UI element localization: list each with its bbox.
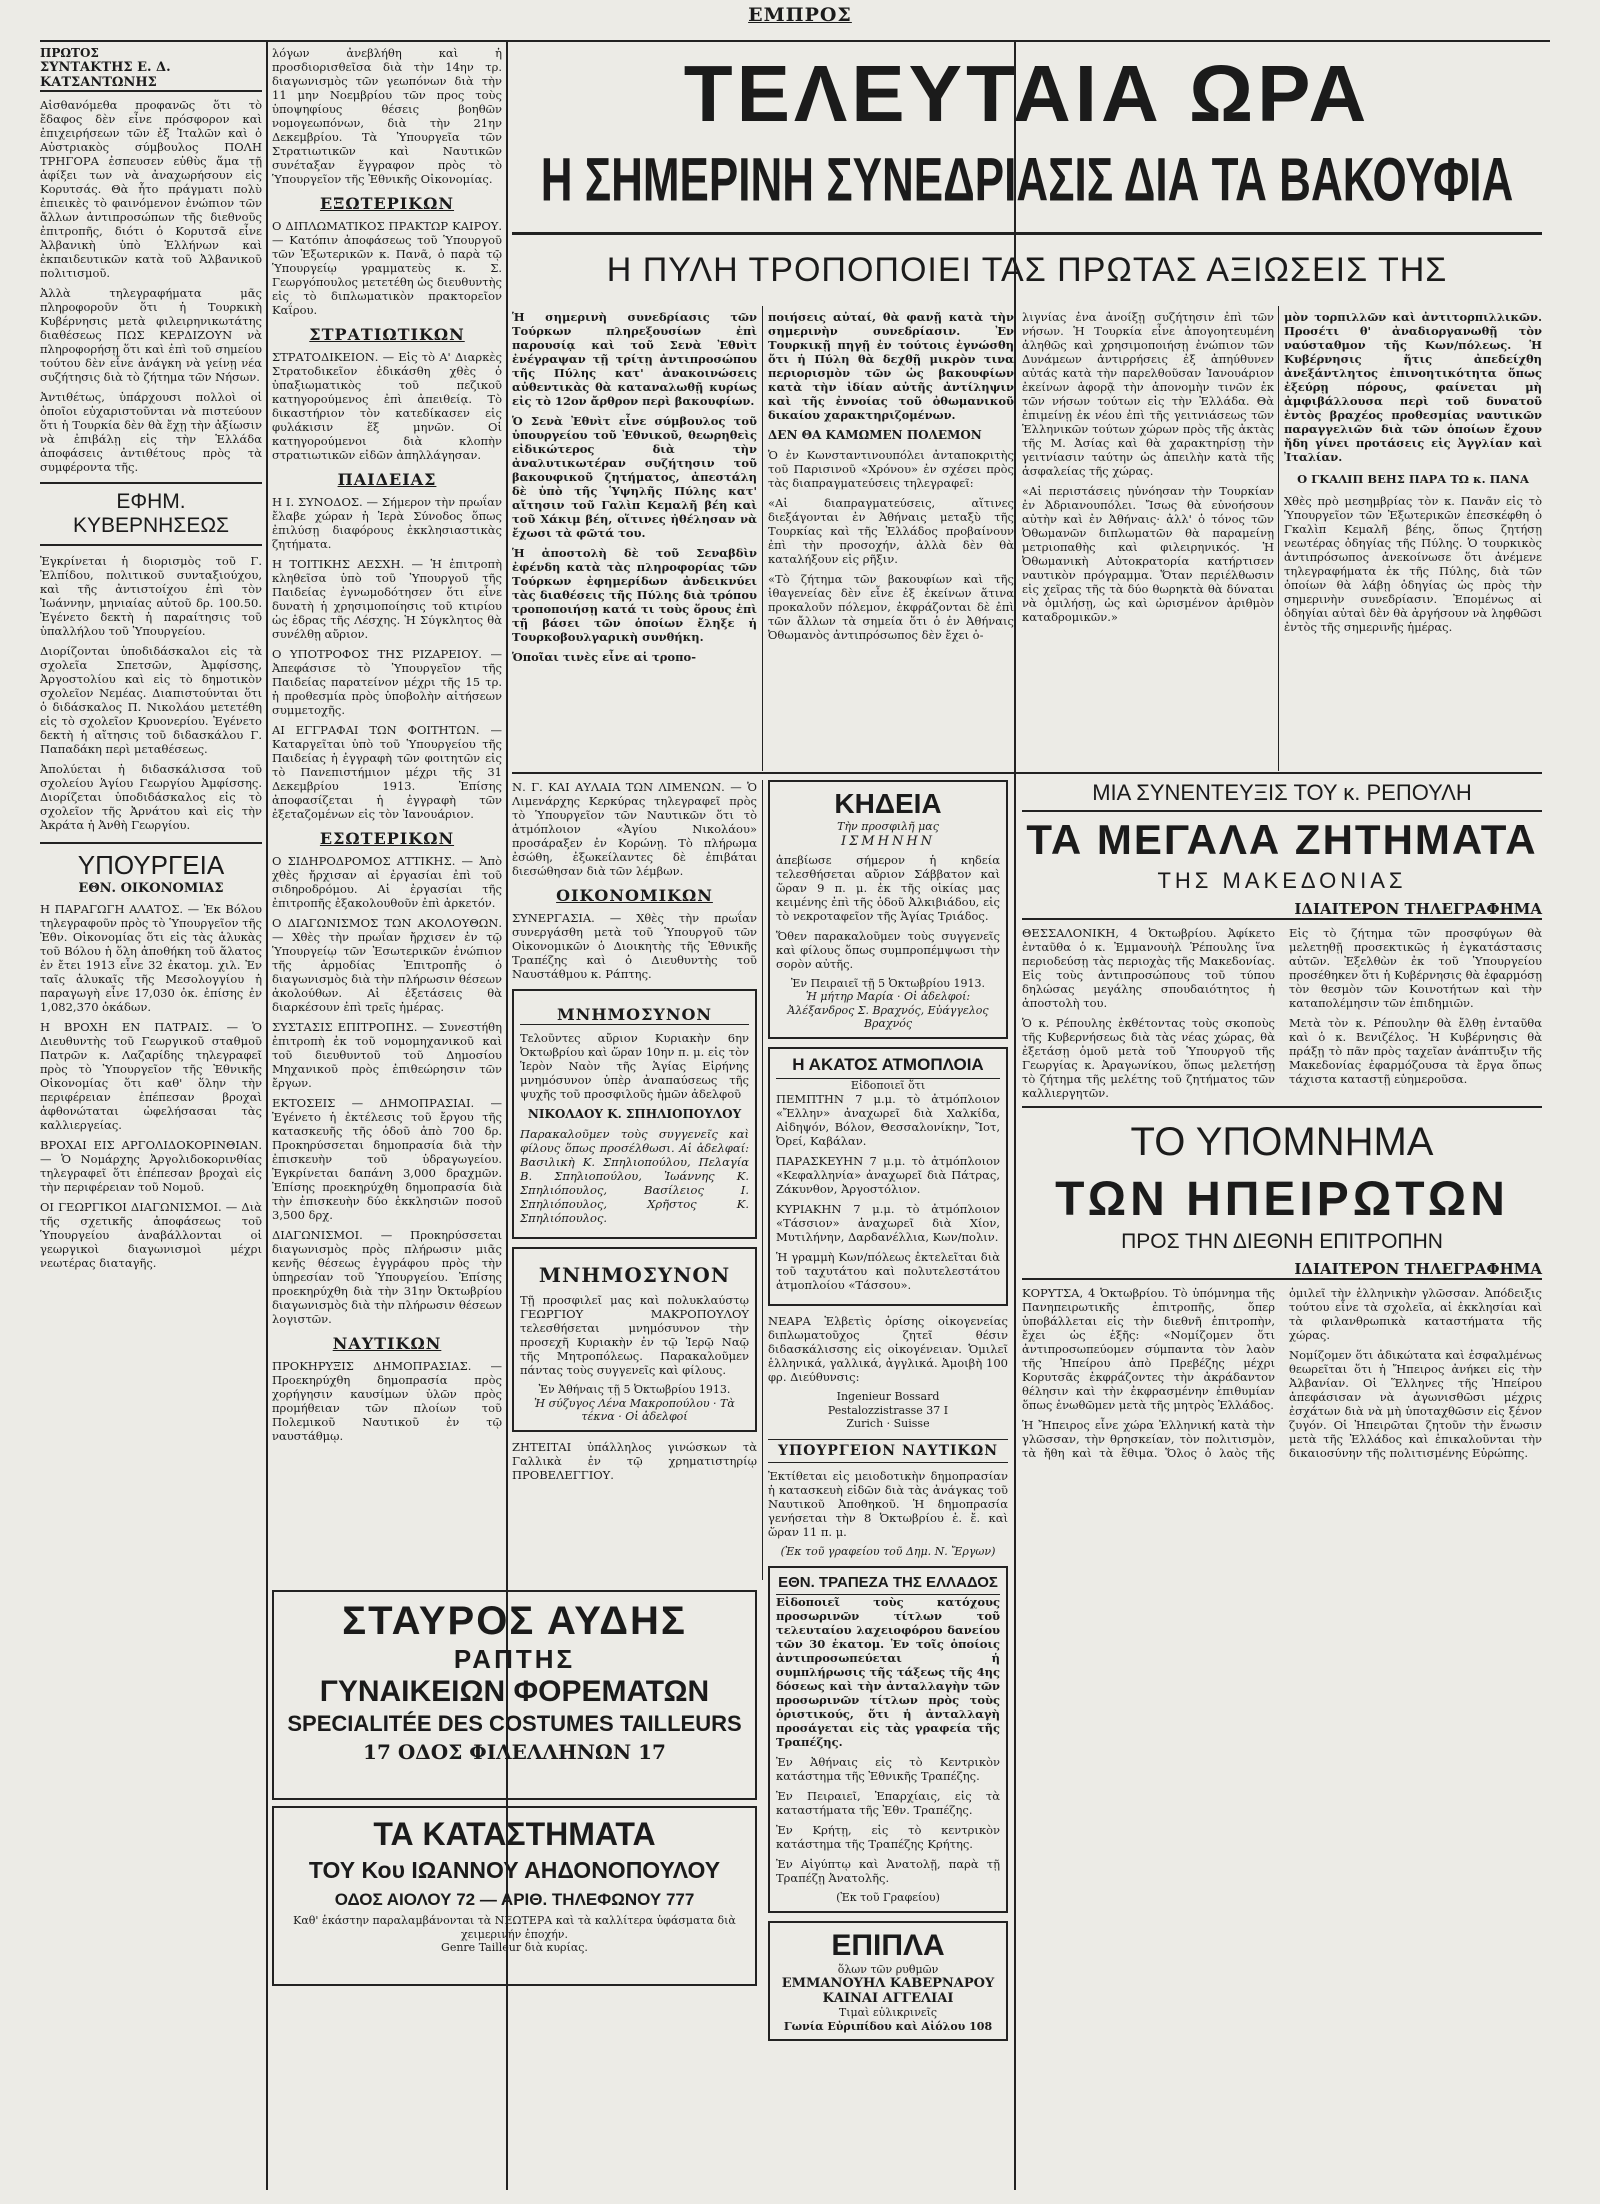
article-paragraph: Ἀλλὰ τηλεγραφήματα μᾶς πληροφοροῦν ὅτι ἡ Τουρκικὴ Κυβέρνησις μετὰ φιλειρηνικωτάτης διαθέσεως ΠΩΣ ΚΕΡΔΙΖΟΥΝ νὰ πληροφορήσῃ ὅτι καὶ ἐπὶ τοῦ σημείου τούτου δὲν εἶνε ἀνάγκη νὰ γείνῃ νέα συζήτησις διὰ τὸ ζήτημα τῶν Νήσων.	[40, 286, 262, 384]
article-paragraph: ΠΡΟΚΗΡΥΞΙΣ ΔΗΜΟΠΡΑΣΙΑΣ. — Προεκηρύχθη δημοπρασία πρὸς χορήγησιν καυσίμων ὑλῶν πρὸς προμήθειαν τῶν πλοίων τοῦ Πολεμικοῦ Ναυτικοῦ ἐν τῷ ναυστάθμῳ.	[272, 1359, 502, 1443]
article-paragraph: Εἰδοποιεῖ τοὺς κατόχους προσωρινῶν τίτλων τοῦ τελευταίου λαχειοφόρου δανείου τῶν 30 ἑκατομ. Ἐν τοῖς ὁποίοις ἀντιπροσωπεύεται ἡ συμπλήρωσις τῆς τάξεως τῆς 4ης δόσεως καὶ τὴν ἀνταλλαγὴν τῶν προσωρινῶν τίτλων πρὸς τοὺς ὁριστικούς, ὅτι ἡ ἀνταλλαγὴ προσάγεται εἰς τὰς γραφεία τῆς Τραπέζης.	[776, 1595, 1000, 1749]
article-paragraph: Μετὰ τὸν κ. Ρέπουλην θὰ ἔλθῃ ἐνταῦθα καὶ ὁ κ. Βενιζέλος. Ἡ Κυβέρνησις θὰ πράξῃ τὸ πᾶν πρὸς ταχεῖαν ἀνάπτυξιν τῆς Μακεδονίας ἐφαρμόζουσα τὰ ἔργα ὅπως τάχιστα καταστῇ εὐημεροῦσα.	[1289, 1016, 1542, 1086]
section-heading: ΔΕΝ ΘΑ ΚΑΜΩΜΕΝ ΠΟΛΕΜΟΝ	[768, 428, 982, 442]
col-3	[512, 310, 757, 770]
article-paragraph: ΝΕΑΡΑ Ἑλβετὶς ὁρίσης οἰκογενείας διπλωματοῦχος ζητεῖ θέσιν διδασκάλισσης εἰς οἰκογένειαν. Ὁμιλεῖ ἑλληνικά, γαλλικά, ἀγγλικά. Ἀμοιβὴ 100 φρ. Διεύθυνσις:	[768, 1314, 1008, 1384]
article-paragraph: Ἐκτίθεται εἰς μειοδοτικὴν δημοπρασίαν ἡ κατασκευὴ εἰδῶν διὰ τὰς ἀνάγκας τοῦ Ναυτικοῦ Ἀποθηκοῦ. Ἡ δημοπρασία γενήσεται τὴν 8 Ὀκτωβρίου ἐ. ἔ. καὶ ὥραν 11 π. μ.	[768, 1468, 1008, 1539]
section-heading: ΟΙΚΟΝΟΜΙΚΩΝ	[556, 886, 713, 905]
funeral-date: Ἐν Πειραιεῖ τῇ 5 Ὀκτωβρίου 1913.	[791, 976, 985, 990]
section-heading: ΥΠΟΥΡΓΕΙΑ	[40, 842, 262, 881]
article-paragraph: Τῇ προσφιλεῖ μας καὶ πολυκλαύστῳ ΓΕΩΡΓΙΟΥ ΜΑΚΡΟΠΟΥΛΟΥ τελεσθήσεται μνημόσυνον τὴν προσεχῆ Κυριακὴν ἐν τῷ Ἱερῷ Ναῷ τῆς Μητροπόλεως. Παρακαλοῦμεν πάντας τοὺς συγγενεῖς καὶ φίλους.	[520, 1293, 749, 1377]
banner-title: ΤΕΛΕΥΤΑΙΑ ΩΡΑ	[683, 49, 1371, 138]
column-1	[40, 46, 262, 2186]
article-paragraph: ΕΚΤΟΣΕΙΣ — ΔΗΜΟΠΡΑΣΙΑΙ. — Ἐγένετο ἡ ἐκτέλεσις τοῦ ἔργου τῆς κατασκευῆς τῆς ὁδοῦ ἀπὸ 700 δρ. Προκηρύσσεται δημοπρασία διὰ τὴν ἐπισκευὴν τοῦ ὑδραγωγείου. Ἐγκρίνεται δαπάνη 3,000 δραχμῶν. Ἐπίσης προεκηρύχθη δημοπρασία διὰ τὴν ἐπισκευὴν δύο ἐκκλησιῶν ποσοῦ 3,500 δρχ.	[272, 1096, 502, 1222]
person-name: ΝΙΚΟΛΑΟΥ Κ. ΣΠΗΛΙΟΠΟΥΛΟΥ	[527, 1107, 742, 1121]
article-paragraph: Τελοῦντες αὔριον Κυριακὴν 6ην Ὀκτωβρίου καὶ ὥραν 10ην π. μ. εἰς τὸν Ἱερὸν Ναὸν τῆς Ἁγίας Εἰρήνης μνημόσυνον ὑπὲρ ἀναπαύσεως τῆς ψυχῆς τοῦ προσφιλοῦς ἡμῶν ἀδελφοῦ	[520, 1031, 749, 1101]
shop-ad	[272, 1806, 757, 1986]
section-heading: ΕΞΩΤΕΡΙΚΩΝ	[319, 194, 455, 213]
article-paragraph: Ο ΣΙΔΗΡΟΔΡΟΜΟΣ ΑΤΤΙΚΗΣ. — Ἀπὸ χθὲς ἤρχισαν αἱ ἐργασίαι ἐπὶ τοῦ σιδηροδρόμου. Αἱ ἐργασίαι τῆς ἐπιτροπῆς ἐξακολουθοῦν ἐπὶ ἀρκετόν.	[272, 854, 502, 910]
lower-mid-column	[512, 780, 757, 1580]
tailor-line: SPECIALITÉE DES COSTUMES TAILLEURS	[287, 1711, 742, 1736]
article-paragraph: Η Ι. ΣΥΝΟΔΟΣ. — Σήμερον τὴν πρωΐαν ἔλαβε χώραν ἡ Ἱερὰ Σύνοδος ὅπως ἐπιλύσῃ διαφόρους ἐκκλησιαστικὰς ζητήματα.	[272, 495, 502, 551]
article-subtitle: ΠΡΟΣ ΤΗΝ ΔΙΕΘΝΗ ΕΠΙΤΡΟΠΗΝ	[1121, 1230, 1443, 1253]
article-paragraph: Η ΒΡΟΧΗ ΕΝ ΠΑΤΡΑΙΣ. — Ὁ Διευθυντὴς τοῦ Γεωργικοῦ σταθμοῦ Πατρῶν κ. Λαζαρίδης τηλεγραφεῖ πρὸς τὸ Ὑπουργεῖον τῆς Ἐθνικῆς Οἰκονομίας ὅτι καθ' ὅλην τὴν περιφέρειαν ἐπέπεσαν βροχαὶ ἀφθονώταται ὠφελήσασαι τὰς καλλιεργείας.	[40, 1020, 262, 1132]
section-heading: ΜΝΗΜΟΣΥΝΟΝ	[520, 1005, 749, 1025]
tailor-name: ΣΤΑΥΡΟΣ ΑΥΔΗΣ	[342, 1599, 687, 1643]
article-paragraph: Ὁ κ. Ρέπουλης ἐκθέτοντας τοὺς σκοποὺς τῆς Κυβερνήσεως διὰ τὰς νέας χώρας, θὰ ἐξετάσῃ ὁμοῦ μετὰ τοῦ Ὑπουργοῦ τῆς Γεωργίας κ. Ἀραγωνίκου, ὅπως μελετήσῃ τὸ ζήτημα τῆς μελέτης τοῦ ζητήματος τῶν καλλιεργητῶν.	[1022, 1016, 1275, 1100]
article-paragraph: Διορίζονται ὑποδιδάσκαλοι εἰς τὰ σχολεῖα Σπετσῶν, Ἀμφίσσης, Ἀργοστολίου καὶ εἰς τὸ δημοτικὸν σχολεῖον Νεμέας. Διαπιστούνται ὅτι ὁ διδάσκαλος Π. Νικολάου μετετέθη εἰς τὸ σχολεῖον Κρυονερίου. Ἐγένετο δεκτὴ ἡ αἴτησις τοῦ διδασκάλου Γ. Παπαδάκη περὶ μεταθέσεως.	[40, 644, 262, 756]
article-paragraph: Ν. Γ. ΚΑΙ ΑΥΛΑΙΑ ΤΩΝ ΛΙΜΕΝΩΝ. — Ὁ Λιμενάρχης Κερκύρας τηλεγραφεῖ πρὸς τὸ Ὑπουργεῖον τῶν Ναυτικῶν ὅτι τὸ ἀτμόπλοιον «Ἀγίου Νικολάου» προσάραξεν ἐν Κορώνῃ. Τὸ πλήρωμα ἐσώθη, ἐξωκείλαντες δὲ ἐπιβάται διεσώθησαν διὰ τῶν λέμβων.	[512, 780, 757, 878]
kicker: ΠΡΩΤΟΣ	[40, 46, 99, 60]
section-heading: ΥΠΟΥΡΓΕΙΟΝ ΝΑΥΤΙΚΩΝ	[768, 1439, 1008, 1463]
article-paragraph: ΠΕΜΠΤΗΝ 7 μ.μ. τὸ ἀτμόπλοιον «Ἔλλην» ἀναχωρεῖ διὰ Χαλκίδα, Αἰδηψόν, Βόλον, Θεσσαλονίκην, Ἴοτ, Ὀρεί, Καβάλαν.	[776, 1092, 1000, 1148]
article-paragraph: Ἡ σημερινὴ συνεδρίασις τῶν Τούρκων πληρεξουσίων ἐπὶ παρουσίᾳ καὶ τοῦ Σενὰ Ἐθνὶτ ἐνέγραψαν τῇ τρίτῃ ἀντιπροσώπου τῆς Πύλης κατ' ἀνακοινώσεις αὐθεντικὰς θὰ καταναλωθῇ κυρίως εἰς τὸ 12ον ἄρθρον περὶ βακουφίων.	[512, 310, 757, 408]
banner-headline: Η ΣΗΜΕΡΙΝΗ ΣΥΝΕΔΡΙΑΣΙΣ ΔΙΑ ΤΑ ΒΑΚΟΥΦΙΑ	[540, 146, 1514, 215]
signature-date: Ἐν Ἀθήναις τῇ 5 Ὀκτωβρίου 1913.	[538, 1383, 731, 1396]
shop-address: ΟΔΟΣ ΑΙΟΛΟΥ 72 — ΑΡΙΘ. ΤΗΛΕΦΩΝΟΥ 777	[334, 1890, 695, 1909]
tailor-trade: ΡΑΠΤΗΣ	[453, 1644, 576, 1674]
article-paragraph: Η ΤΟΙΤΙΚΗΣ ΑΕΣΧΗ. — Ἡ ἐπιτροπὴ κληθεῖσα ὑπὸ τοῦ Ὑπουργοῦ τῆς Παιδείας ἐγνωμοδότησεν ὅτι εἶνε δυνατὴ ἡ χρησιμοποίησις τοῦ κτιρίου ὡς ἑδρας τῆς Λέσχης. Ἡ Σύγκλητος θὰ συνέλθῃ αὔριον.	[272, 557, 502, 641]
telegram-tag: ΙΔΙΑΙΤΕΡΟΝ ΤΗΛΕΓΡΑΦΗΜΑ	[1022, 1260, 1542, 1280]
article-paragraph: Παρακαλοῦμεν τοὺς συγγενεῖς καὶ φίλους ὅπως προσέλθωσι. Αἱ ἀδελφαί: Βασιλικὴ Κ. Σπηλιοπούλου, Πελαγία Β. Σπηλιοπούλου, Ἰωάννης Κ. Σπηλιόπουλος, Βασίλειος Ι. Σπηλιόπουλος, Χρῆστος Κ. Σπηλιόπουλος.	[520, 1127, 749, 1225]
article-paragraph: Ὅθεν παρακαλοῦμεν τοὺς συγγενεῖς καὶ φίλους ὅπως συμπροπέμψωσι τὴν σορὸν αὐτῆς.	[776, 928, 1000, 971]
article-paragraph: ποιήσεις αὐταί, θὰ φανῇ κατὰ τὴν σημερινὴν συνεδρίασιν. Ἐν Τουρκικῇ πηγῇ ἐν τούτοις ἐγνώσθη ὅτι ἡ Πύλη θὰ δεχθῇ μικρὸν τινα περιορισμὸν τῶν ὡς βακουφίων κατὰ τὴν ἰδίαν αὐτῆς ἀντίληψιν καὶ τῆς ἐννοίας τοῦ ὀθωμανικοῦ δικαίου χαρακτηριζομένων.	[768, 310, 1014, 422]
section-heading: ΕΣΩΤΕΡΙΚΩΝ	[319, 829, 455, 848]
article-paragraph: ἀπεβίωσε σήμερον ἡ κηδεία τελεσθήσεται αὔριον Σάββατον καὶ ὥραν 9 π. μ. ἐκ τῆς οἰκίας μας κειμένης ἐπὶ τῆς ὁδοῦ Ἀλκιβιάδου, εἰς τὸ νεκροταφεῖον τῆς Ἁγίας Τριάδος.	[776, 852, 1000, 923]
shipping-title: Η ΑΚΑΤΟΣ ΑΤΜΟΠΛΟΙΑ	[776, 1055, 1000, 1079]
shipping-sub: Εἰδοποιεῖ ὅτι	[850, 1078, 926, 1092]
article-title: ΤΑ ΜΕΓΑΛΑ ΖΗΤΗΜΑΤΑ	[1026, 816, 1538, 863]
masthead: ΕΜΠΡΟΣ	[748, 4, 852, 26]
notices-column	[768, 780, 1008, 2180]
article-paragraph: Ἡ γραμμὴ Κων/πόλεως ἐκτελεῖται διὰ τοῦ ταχυτάτου καὶ πολυτελεστάτου ἀτμοπλοίου «Τάσσου».	[776, 1250, 1000, 1292]
section-subheading: ΕΘΝ. ΟΙΚΟΝΟΜΙΑΣ	[78, 881, 224, 896]
article-paragraph: Ἐν Κρήτῃ, εἰς τὸ κεντρικὸν κατάστημα τῆς Τραπέζης Κρήτης.	[776, 1823, 1000, 1851]
furniture-line: ΚΑΙΝΑΙ ΑΓΓΕΛΙΑΙ	[822, 1991, 954, 2006]
article-paragraph: Ἀντιθέτως, ὑπάρχουσι πολλοὶ οἱ ὁποῖοι εὐχαριστοῦνται νὰ πιστεύουν ὅτι ἡ Τουρκία δὲν θὰ ἔχῃ τὴν ἀξίωσιν νὰ ἐπιβάλῃ εἰς τὴν Ἑλλάδα ἀποφάσεις ἀντιθέτους πρὸς τὰ συμφέροντα τῆς.	[40, 390, 262, 474]
kicker: ΜΙΑ ΣΥΝΕΝΤΕΥΞΙΣ ΤΟΥ κ. ΡΕΠΟΥΛΗ	[1022, 780, 1542, 812]
article-paragraph: μὸν τορπιλλῶν καὶ ἀντιτορπιλλικῶν. Προσέτι θ' ἀναδιοργανωθῇ τὸν ναύσταθμον τῆς Κων/πόλεως. Ἡ Κυβέρνησις ἥτις ἀπεδείχθη ἀνεξάντλητος ἐπινοητικότητα ὅπως ἐξεύρῃ πόρους, φαίνεται μὴ ἀμφιβάλλουσα περὶ τοῦ δυνατοῦ ἐντὸς βραχέος προθεσμίας ναυτικῶν παραγγελιῶν διὰ τῶν ὁποίων ἔχουν ἤδη γίνει προτάσεις εἰς Ἀγγλίαν καὶ Ἰταλίαν.	[1284, 310, 1542, 464]
telegram-tag: ΙΔΙΑΙΤΕΡΟΝ ΤΗΛΕΓΡΑΦΗΜΑ	[1022, 900, 1542, 920]
article-paragraph: Χθὲς πρὸ μεσημβρίας τὸν κ. Πανᾶν εἰς τὸ Ὑπουργεῖον τῶν Ἐξωτερικῶν ἐπεσκέφθη ὁ Γκαλὶπ Κεμαλῆ βέης, ὅπως ζητήσῃ νεωτέρας ὁδηγίας τῆς Πύλης. Ὁ τουρκικὸς ἀντιπρόσωπος ἀνεκοίνωσε ὅτι ἀνέμενε τηλεγραφήματα ἐκ τῆς Πύλης, διὰ τῶν ὁποίων θὰ λάβῃ ὁδηγίας ὡς πρὸς τὴν σημερινὴν συνεδρίασιν. Ἐπομένως αἱ ὁδηγίαι αὐταὶ δὲν θὰ ἀργήσουν νὰ ληφθῶσι ἐντὸς τῆς σημερινῆς ἡμέρας.	[1284, 494, 1542, 634]
banner-subheadline: Η ΠΥΛΗ ΤΡΟΠΟΠΟΙΕΙ ΤΑΣ ΠΡΩΤΑΣ ΑΞΙΩΣΕΙΣ ΤΗΣ	[606, 251, 1448, 289]
article-paragraph: Ἐγκρίνεται ἡ διορισμὸς τοῦ Γ. Ἐλπίδου, πολιτικοῦ συνταξιούχου, καὶ τῆς ἀντιστοίχου ἐπὶ τὸν Ἰωάννην, μηνιαίας αὐτοῦ δρ. 100.50. Ἐγένετο δεκτὴ ἡ παραίτησις τοῦ ὑπαλλήλου τοῦ Ὑπουργείου.	[40, 554, 262, 638]
funeral-signatures: Ἡ μήτηρ Μαρία · Οἱ ἀδελφοί: Ἀλέξανδρος Σ. Βραχνός, Εὐάγγελος Βραχνός	[787, 990, 989, 1030]
tailor-address: 17 ΟΔΟΣ ΦΙΛΕΛΛΗΝΩΝ 17	[363, 1740, 666, 1764]
article-title: ΤΩΝ ΗΠΕΙΡΩΤΩΝ	[1055, 1173, 1509, 1226]
article-paragraph: Ἀπολύεται ἡ διδασκάλισσα τοῦ σχολείου Ἁγίου Γεωργίου Ἀμφίσσης. Διορίζεται ὑποδιδάσκαλος εἰς τὸ σχολεῖον τῆς Ἀρνάτου καὶ εἰς τὴν Ἀκράτα ἡ Ἀνθὴ Γεωργίου.	[40, 762, 262, 832]
signature: (Ἐκ τοῦ γραφείου τοῦ Δημ. Ν. Ἔργων)	[780, 1544, 996, 1558]
section-heading: ΕΦΗΜ. ΚΥΒΕΡΝΗΣΕΩΣ	[40, 482, 262, 546]
furniture-ad-title: ΕΠΙΠΛΑ	[831, 1928, 945, 1962]
furniture-line: Τιμαὶ εὐλικρινεῖς	[838, 2006, 938, 2019]
article-paragraph: Ὁποῖαι τινὲς εἶνε αἱ τροπο-	[512, 650, 696, 664]
article-paragraph: Ἡ Ἤπειρος εἶνε χώρα Ἑλληνική κατὰ τὴν γλῶσσαν, τὴν θρησκείαν, τὸν πολιτισμὸν, τὰ ἤθη καὶ τὰ ἔθιμα. Ὅλος ὁ λαὸς τῆς ὁμιλεῖ τὴν ἑλληνικὴν γλῶσσαν. Ἀπόδειξις τούτου εἶνε τὰ σχολεῖα, αἱ ἐκκλησίαι καὶ τὰ φιλανθρωπικὰ καταστήματα τῆς χώρας.	[1022, 1286, 1542, 1460]
address-line: Ingenieur Bossard	[836, 1390, 940, 1403]
article-paragraph: Ἐν Πειραιεῖ, Ἐπαρχίαις, εἰς τὰ καταστήματα τῆς Ἐθν. Τραπέζης.	[776, 1789, 1000, 1817]
article-paragraph: ΚΟΡΥΤΣΑ, 4 Ὀκτωβρίου. Τὸ ὑπόμνημα τῆς Πανηπειρωτικῆς ἐπιτροπῆς, ὅπερ ὑποβάλλεται εἰς τὴν διεθνῆ ἐπιτροπὴν, ἔχει ὡς ἑξῆς: «Νομίζομεν ὅτι ἀντιπροσωπεύομεν σύμπαντα τὸν λαὸν τῆς Ἠπείρου ἀπὸ Πρεβέζης μέχρι Κορυτσᾶς ἐκφράζοντες τὴν ἀκράδαντον θέλησιν καὶ τὴν ἐκφρασμένην ἐπιθυμίαν ὅπως ἑνωθῶμεν μετὰ τῆς μητρὸς Ἑλλάδος.	[1022, 1286, 1275, 1412]
article-paragraph: ΚΥΡΙΑΚΗΝ 7 μ.μ. τὸ ἀτμόπλοιον «Τάσσιον» ἀναχωρεῖ διὰ Χίον, Μυτιλήνην, Δαρδανέλλια, Κων/πολιν.	[776, 1202, 1000, 1244]
furniture-address: Γωνία Εὐριπίδου καὶ Αἰόλου 108	[783, 2019, 993, 2033]
article-paragraph: Ο ΔΙΠΛΩΜΑΤΙΚΟΣ ΠΡΑΚΤΩΡ ΚΑΙΡΟΥ. — Κατόπιν ἀποφάσεως τοῦ Ὑπουργοῦ τῶν Ἐξωτερικῶν κ. Πανᾶ, ὁ παρὰ τῷ Ὑπουργείῳ γραμματεὺς κ. Σ. Γεωργόπουλος μετετέθη ὡς διευθυντὴς εἰς τὸ διπλωματικὸν πρακτορεῖον Καΐρου.	[272, 219, 502, 317]
article-paragraph: ΘΕΣΣΑΛΟΝΙΚΗ, 4 Ὀκτωβρίου. Ἀφίκετο ἐνταῦθα ὁ κ. Ἐμμανουὴλ Ῥέπουλης ἵνα περιοδεύσῃ τὰς περιοχὰς τῆς Μακεδονίας. Εἰς τοὺς ἀντιπροσώπους τοῦ τύπου δηλώσας μεγάλης σπουδαιότητος ἡ ἀποστολὴ του.	[1022, 926, 1275, 1010]
article-paragraph: λιγνίας ἐνα ἀνοίξῃ συζήτησιν ἐπὶ τῶν νήσων. Ἡ Τουρκία εἶνε ἀπογοητευμένη ἀληθῶς καὶ χρησιμοποιήσῃ ἐνώπιον τῶν Δυνάμεων ἀντιρρήσεις ἐξ ἀπηύθυνεν αὐτάς κατὰ τὴν παρελθοῦσαν Ἰανουάριον ἐκείνων ἀφορᾷ τὴν ἀπονομὴν τινῶν ἐκ τῶν νήσων τούτων εἰς τὴν Ἑλλάδα. Θὰ ἐπιμείνῃ ἐκ νέου ἐπὶ τῆς γειτνιάσεως τῶν Ἑλληνικῶν τούτων χώρων πρὸς τῆς ἀκτὰς τῆς Μ. Ἀσίας καὶ θὰ χαρακτηρίσῃ τὴν γειτνίασιν ταύτην ὡς ἀπειλὴν κατὰ τῆς ἀσφαλείας τῆς χώρας.	[1022, 310, 1274, 478]
article-paragraph: Ο ΔΙΑΓΩΝΙΣΜΟΣ ΤΩΝ ΑΚΟΛΟΥΘΩΝ. — Χθὲς τὴν πρωΐαν ἤρχισεν ἐν τῷ Ὑπουργείῳ τῶν Ἐσωτερικῶν ἐνώπιον τῆς ἀρμοδίας Ἐπιτροπῆς ὁ διαγωνισμὸς διὰ τὴν πλήρωσιν θέσεων ἀκολούθων. Αἱ ἐξετάσεις θὰ διαρκέσουν ἐπὶ τρεῖς ἡμέρας.	[272, 916, 502, 1014]
shop-line: Καθ' ἑκάστην παραλαμβάνονται τὰ ΝΕΩΤΕΡΑ καὶ τὰ καλλίτερα ὑφάσματα διὰ χειμερινήν ἐποχήν.	[293, 1914, 736, 1941]
article-title: ΤΗΣ ΜΑΚΕΔΟΝΙΑΣ	[1157, 868, 1407, 893]
article-paragraph: Ο ΥΠΟΤΡΟΦΟΣ ΤΗΣ ΡΙΖΑΡΕΙΟΥ. — Ἀπεφάσισε τὸ Ὑπουργεῖον τῆς Παιδείας παρατείνον μέχρι τῆς 15 τρ. ἡ προθεσμία πρὸς ὑποβολὴν αἰτήσεων συμμετοχῆς.	[272, 647, 502, 717]
shop-owner: ΤΟΥ Κου ΙΩΑΝΝΟΥ ΑΗΔΟΝΟΠΟΥΛΟΥ	[308, 1857, 721, 1883]
col-4	[768, 310, 1014, 770]
section-heading: ΠΑΙΔΕΙΑΣ	[337, 470, 437, 489]
tailor-ad	[272, 1590, 757, 1800]
article-paragraph: ΠΑΡΑΣΚΕΥΗΝ 7 μ.μ. τὸ ἀτμόπλοιον «Κεφαλληνία» ἀναχωρεῖ διὰ Πάτρας, Ζάκυνθον, Ἀργοστόλιον.	[776, 1154, 1000, 1196]
signatures: Ἡ σύζυγος Λένα Μακροπούλου · Τὰ τέκνα · Οἱ ἀδελφοί	[534, 1396, 735, 1423]
section-heading: Ο ΓΚΑΛΙΠ ΒΕΗΣ ΠΑΡΑ ΤΩ κ. ΠΑΝΑ	[1297, 472, 1529, 486]
article-paragraph: Ἡ ἀποστολὴ δὲ τοῦ Σεναβδὶν ἐφένδη κατὰ τὰς πληροφορίας τῶν Τούρκων ἐφημερίδων ἀνδεικνύει τὰς διαθέσεις τῆς Πύλης διὰ τρόπου τροποποιήσῃ κατά τι τοὺς ὅρους ἐπὶ τῇ βάσει τῶν ὁποίων ἔληξε ἡ Τουρκοβουλγαρικὴ συνθήκη.	[512, 546, 757, 644]
furniture-line: ὅλων τῶν ρυθμῶν	[837, 1962, 939, 1976]
article-paragraph: ΣΥΝΕΡΓΑΣΙΑ. — Χθὲς τὴν πρωΐαν συνεργάσθη μετὰ τοῦ Ὑπουργοῦ τῶν Οἰκονομικῶν ὁ Διοικητὴς τῆς Ἐθνικῆς Τραπέζης καὶ ὁ Διευθυντὴς τοῦ Ναυστάθμου κ. Ράπτης.	[512, 911, 757, 981]
article-paragraph: Η ΠΑΡΑΓΩΓΗ ΑΛΑΤΟΣ. — Ἐκ Βόλου τηλεγραφοῦν πρὸς τὸ Ὑπουργεῖον τῆς Ἐθν. Οἰκονομίας ὅτι εἰς τὰς ἁλυκὰς τοῦ Βόλου ἡ ὅλη ἀποθήκη τοῦ ἅλατος ἐν ἔτει 1913 εἶνε 32 ἐκατομ. χιλ. Ἐν ταῖς ἁλυκαῖς τῆς Μεσολογγίου ἡ παραγωγὴ εἶνε 17,030 ὀκ. ἐπίσης ἐν 1,082,370 ὀκάδων.	[40, 902, 262, 1014]
furniture-owner: ΕΜΜΑΝΟΥΗΛ ΚΑΒΕΡΝΑΡΟΥ	[781, 1976, 995, 1991]
funeral-line: Τὴν προσφιλῆ μας	[837, 820, 939, 833]
article-paragraph: Ἐν Ἀθήναις εἰς τὸ Κεντρικὸν κατάστημα τῆς Ἐθνικῆς Τραπέζης.	[776, 1755, 1000, 1783]
article-paragraph: λόγων ἀνεβλήθη καὶ ἡ προσδιορισθεῖσα διὰ τὴν 14ην τρ. διαγωνισμὸς τῶν γεωπόνων διὰ τὴν 11 μην Νοεμβρίου τῶν προς τοὺς ὑποψηφίους θέσεις βοηθῶν νομογεωπόνων, διὰ τὴν 21ην Δεκεμβρίου. Τὰ Ὑπουργεῖα τῶν Στρατιωτικῶν καὶ Ναυτικῶν συνέταξαν ἔγγραφον πρὸς τὸ Ὑπουργεῖον τῆς Ἐθνικῆς Οἰκονομίας.	[272, 46, 502, 186]
article-paragraph: Ὁ ἐν Κωνσταντινουπόλει ἀνταποκριτὴς τοῦ Παρισινοῦ «Χρόνου» ἐν σχέσει πρὸς τὰς διαπραγματεύσεις τηλεγραφεῖ:	[768, 448, 1014, 490]
address-line: Zurich · Suisse	[846, 1417, 930, 1430]
column-2	[272, 46, 502, 1443]
funeral-name: ΙΣΜΗΝΗΝ	[840, 833, 936, 849]
article-paragraph: «Τὸ ζήτημα τῶν βακουφίων καὶ τῆς ἰθαγενείας δὲν εἶνε ἐξ ἐκείνων ἅτινα προκαλοῦν πόλεμον, ἐκφράζονται δὲ ἐπὶ τῶν ἄλλων τὰ σημεία ὅτι ὁ ἐν Ἀθήναις Ὀθωμανὸς ἀντιπρόσωπος δὲν ἔχει ὁ-	[768, 572, 1014, 642]
bank-title: ΕΘΝ. ΤΡΑΠΕΖΑ ΤΗΣ ΕΛΛΑΔΟΣ	[776, 1574, 1000, 1595]
article-paragraph: Ἐν Αἰγύπτῳ καὶ Ἀνατολῇ, παρὰ τῇ Τραπέζῃ Ἀνατολῆς.	[776, 1857, 1000, 1885]
section-heading: ΣΤΡΑΤΙΩΤΙΚΩΝ	[309, 325, 465, 344]
shop-line: Genre Tailleur διὰ κυρίας.	[441, 1941, 588, 1954]
col-5	[1022, 310, 1274, 770]
section-heading: ΝΑΥΤΙΚΩΝ	[332, 1334, 442, 1353]
article-paragraph: ΣΤΡΑΤΟΔΙΚΕΙΟΝ. — Εἰς τὸ Α' Διαρκὲς Στρατοδικεῖον ἐδικάσθη χθὲς ὁ ὑπαξιωματικὸς τοῦ πεζικοῦ κατηγορούμενος ἐπὶ ἀπειθείᾳ. Τὸ δικαστήριον τὸν κατεδίκασεν εἰς φυλάκισιν ἕξ μηνῶν. Οἱ κατηγορούμενοι διὰ κλοπὴν στρατιωτικῶν εἰδῶν ἀπηλλάγησαν.	[272, 350, 502, 462]
article-paragraph: ΔΙΑΓΩΝΙΣΜΟΙ. — Προκηρύσσεται διαγωνισμὸς πρὸς πλήρωσιν μιᾶς κενῆς θέσεως ἐγγράφου πρὸς τὴν ὑπηρεσίαν τοῦ Ὑπουργείου. Ἐπίσης προεκηρύχθη διὰ τὴν 31ην Ὀκτωβρίου διαγωνισμὸς διὰ τὴν πλήρωσιν θέσεων λογιστῶν.	[272, 1228, 502, 1326]
right-column	[1022, 780, 1542, 2180]
byline: ΣΥΝΤΑΚΤΗΣ Ε. Δ. ΚΑΤΣΑΝΤΩΝΗΣ	[40, 60, 262, 92]
article-paragraph: Νομίζομεν ὅτι ἀδικώτατα καὶ ἐσφαλμένως θεωρεῖται ὅτι ἡ Ἤπειρος ἀνήκει εἰς τὴν Ἀλβανίαν. Οἱ Ἕλληνες τῆς Ἠπείρου ἀπεφάσισαν νὰ ἀγωνισθῶσι μέχρις ἐσχάτων διὰ νὰ μὴ ὑποταχθῶσιν εἰς ξένον ζυγόν. Οἱ Ἠπειρῶται ζητοῦν τὴν ἕνωσιν μετὰ τῆς Ἑλλάδος καὶ ἐπικαλοῦνται τὴν δικαιοσύνην τῆς πολιτισμένης Εὐρώπης.	[1289, 1348, 1542, 1460]
tailor-line: ΓΥΝΑΙΚΕΙΩΝ ΦΟΡΕΜΑΤΩΝ	[319, 1675, 710, 1708]
article-paragraph: «Αἱ διαπραγματεύσεις, αἵτινες διεξάγονται ἐν Ἀθήναις μεταξὺ τῆς Τουρκίας καὶ τῆς Ἑλλάδος προβαίνουν ἐπὶ τὴν προσοχήν, ἀλλὰ δὲν θὰ καταλήξουν εἰς ρῆξιν.	[768, 496, 1014, 566]
article-paragraph: ΟΙ ΓΕΩΡΓΙΚΟΙ ΔΙΑΓΩΝΙΣΜΟΙ. — Διὰ τῆς σχετικῆς ἀποφάσεως τοῦ Ὑπουργείου ἀναβάλλονται οἱ γεωργικοὶ διαγωνισμοὶ μέχρι νεωτέρας διαταγῆς.	[40, 1200, 262, 1270]
article-paragraph: «Αἱ περιστάσεις ηὐνόησαν τὴν Τουρκίαν ἐν Ἀδριανουπόλει. Ἴσως θὰ εὐνοήσουν αὐτὴν καὶ ἐν Ἀθήναις· ἀλλ' ὁ τόνος τῶν Ὀθωμανῶν διπλωματῶν θὰ παραμείνῃ μετριοπαθὴς καὶ φιλειρηνικός. Ἡ Ὀθωμανικὴ Αὐτοκρατορία κατήρτισεν ναυτικὸν πρόγραμμα. Ὅταν περιέλθωσιν εἰς χεῖρας τῆς τὰ δύο θωρηκτὰ θὰ δύναται νὰ ὁμιλήσῃ, ὡς καὶ ὡρισμένον ἀριθμὸν καταδρομικῶν.»	[1022, 484, 1274, 624]
article-paragraph: ΖΗΤΕΙΤΑΙ ὑπάλληλος γινώσκων τὰ Γαλλικὰ ἐν τῷ χρηματιστηρίῳ ΠΡΟΒΕΛΕΓΓΙΟΥ.	[512, 1439, 757, 1482]
section-heading: ΜΝΗΜΟΣΥΝΟΝ	[538, 1263, 731, 1287]
article-paragraph: ΑΙ ΕΓΓΡΑΦΑΙ ΤΩΝ ΦΟΙΤΗΤΩΝ. — Καταργεῖται ὑπὸ τοῦ Ὑπουργείου τῆς Παιδείας ἡ ἐγγραφὴ τῶν φοιτητῶν εἰς τὸ Πανεπιστήμιον μέχρι τῆς 31 Δεκεμβρίου 1913. Ἐπίσης ἀποφασίζεται ἡ ἐγγραφὴ τῶν ἐξεταζομένων εἰς τὸν Ἰανουάριον.	[272, 723, 502, 821]
funeral-title: ΚΗΔΕΙΑ	[834, 788, 942, 819]
article-paragraph: Αἰσθανόμεθα προφανῶς ὅτι τὸ ἔδαφος δὲν εἶνε πρόσφορον καὶ ἐπιχειρήσεων τῶν ἐξ Ἰταλῶν καὶ ὁ Αὐστριακὸς σύμβουλος ΠΟΛΗ ΤΡΗΓΟΡΑ ἐσπευσεν εὐθὺς ἅμα τῇ ἀφίξει των νὰ ἀναχωρήσουν εἰς Κορυτσάς. Θὰ ἦτο πράγματι πολὺ ἐπιεικὲς τὸ φαινόμενον ἐνώπιον τῶν ἄλλων ἀντιπροσώπων τῆς διεθνοῦς ἐπιτροπῆς, διότι ὁ Κορυτσᾶ εἶνε Ἀλβανικὴ ὑπὸ Ἑλλήνων καὶ ἐκπαιδευτικῶν κατὰ τοῦ Ἀλβανικοῦ πολιτισμοῦ.	[40, 98, 262, 280]
article-paragraph: Ὁ Σενὰ Ἐθνὶτ εἶνε σύμβουλος τοῦ ὑπουργείου τοῦ Ἐθνικοῦ, θεωρηθεὶς εἰδικώτερος διὰ τὴν ἀναλυτικωτέραν συζήτησιν τοῦ βακουφικοῦ ζητήματος, ἀπεστάλη δὲ ὑπὸ τῆς Ὑψηλῆς Πύλης κατ' αἴτησιν τοῦ Γαλὶπ Κεμαλῆ βέη καὶ τοῦ Χάκιμ βέη, οἵτινες ἠθέλησαν νὰ ἔχωσι τὰ φῶτά του.	[512, 414, 757, 540]
address-line: Pestalozzistrasse 37 I	[827, 1403, 949, 1417]
col-6	[1284, 310, 1542, 770]
article-paragraph: ΒΡΟΧΑΙ ΕΙΣ ΑΡΓΟΛΙΔΟΚΟΡΙΝΘΙΑΝ. — Ὁ Νομάρχης Ἀργολιδοκορινθίας τηλεγραφεῖ ὅτι ἐπέπεσαν βροχαὶ εἰς τὴν περιφέρειαν τοῦ Νομοῦ.	[40, 1138, 262, 1194]
signature: (Ἐκ τοῦ Γραφείου)	[836, 1891, 940, 1904]
shop-title: ΤΑ ΚΑΤΑΣΤΗΜΑΤΑ	[373, 1816, 656, 1852]
article-paragraph: Εἰς τὸ ζήτημα τῶν προσφύγων θὰ μελετηθῇ προσεκτικῶς ἡ ἐγκατάστασις αὐτῶν. Ἐξελθὼν ἐκ τοῦ Ὑπουργείου προσέθηκεν ὅτι ἡ Κυβέρνησις θὰ ἐφαρμόσῃ τὸν θεσμὸν τῶν Κοινοτήτων καὶ τὴν καταπολέμησιν τῶν ἐπιδημιῶν.	[1289, 926, 1542, 1010]
article-paragraph: ΣΥΣΤΑΣΙΣ ΕΠΙΤΡΟΠΗΣ. — Συνεστήθη ἐπιτροπὴ ἐκ τοῦ νομομηχανικοῦ καὶ τοῦ διευθυντοῦ τοῦ Δημοσίου Μηχανικοῦ πρὸς ἐπιθεώρησιν τῶν ἔργων.	[272, 1020, 502, 1090]
article-title: ΤΟ ΥΠΟΜΝΗΜΑ	[1130, 1120, 1434, 1164]
